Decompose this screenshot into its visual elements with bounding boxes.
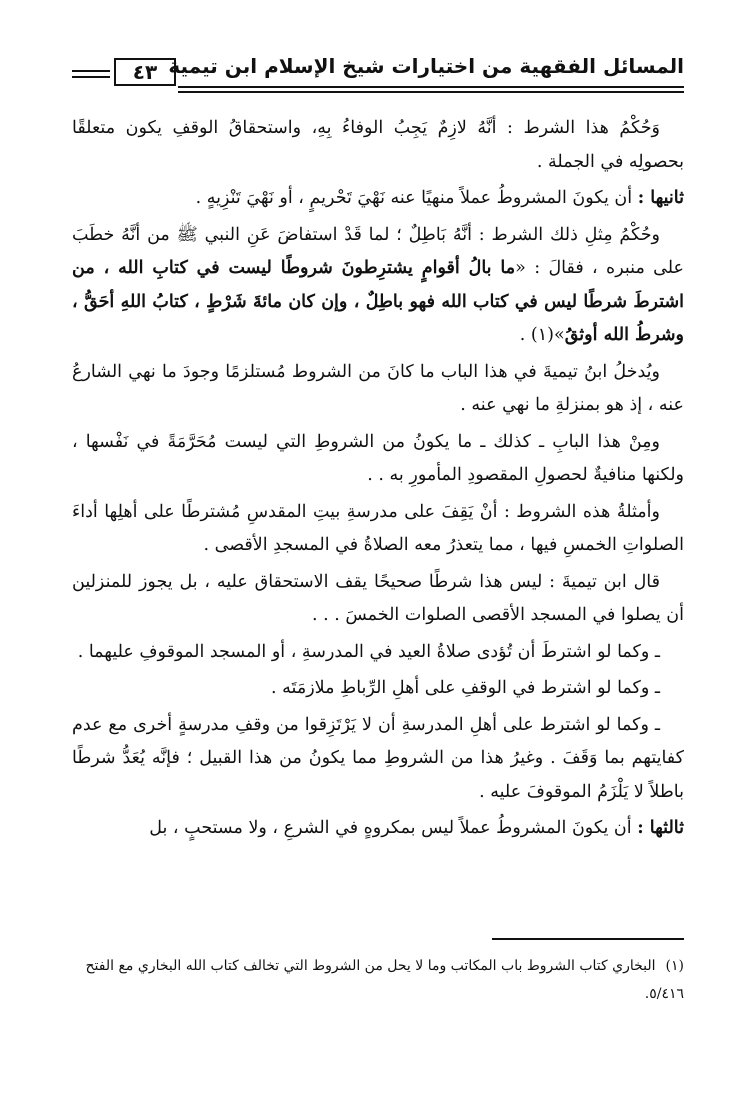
paragraph-text: أن يكونَ المشروطُ عملاً ليس بمكروهٍ في الشرعِ ، ولا مستحبٍ ، بل — [149, 818, 638, 838]
hadith-quote: ما بالُ أقوامٍ يشترِطونَ شروطًا ليست في كتابِ الله ، من اشترطَ شرطًا ليس في كتاب الله فهو باطِلٌ ، وإن كان مائةَ شَرْطٍ ، كتابُ اللهِ أحَقُّ ، وشرطُ الله أوثقُ — [72, 258, 684, 345]
paragraph-text: ـ وكما لو اشترطَ أن تُؤدى صلاةُ العيد في المدرسةِ ، أو المسجد الموقوفِ عليهما . — [77, 641, 660, 662]
paragraph — [72, 636, 684, 670]
running-title: المسائل الفقهية من اختيارات شيخ الإسلام ابن تيمية — [168, 54, 684, 78]
paragraph — [72, 672, 684, 706]
paragraph — [72, 709, 684, 810]
paragraph — [72, 112, 684, 179]
paragraph — [72, 219, 684, 353]
footnote-rule — [492, 938, 684, 940]
paragraph-text: ومِنْ هذا البابِ ـ كذلك ـ ما يكونُ من الشروطِ التي ليست مُحَرَّمَةً في نَفْسها ، ولكنها منافيةٌ لحصولِ المقصودِ المأمورِ به . . — [72, 431, 684, 485]
footnote-number: (١) — [665, 958, 684, 974]
paragraph — [72, 356, 684, 423]
paragraph-text: أن يكونَ المشروطُ عملاً منهيًا عنه نَهْيَ تَحْريمٍ ، أو نَهْيَ تَنْزِيهٍ . — [195, 188, 638, 208]
footnote — [72, 952, 684, 1008]
page-number: ٤٣ — [114, 58, 176, 86]
paragraph-text: وأمثلةُ هذه الشروط : أنْ يَقِفَ على مدرسةِ بيتِ المقدسِ مُشترطًا على أهلِها أداءَ الصلواتِ الخمسِ فيها ، مما يتعذرُ معه الصلاةُ في المسجدِ الأقصى . — [72, 501, 684, 555]
paragraph — [72, 812, 684, 846]
paragraph — [72, 496, 684, 563]
paragraph — [72, 426, 684, 493]
header-rule — [72, 70, 110, 72]
paragraph-text: »(١) . — [519, 325, 565, 345]
paragraph-text: وَحُكْمُ هذا الشرط : أنَّهُ لازِمٌ يَجِبُ الوفاءُ بِهِ، واستحقاقُ الوقفِ يكون متعلقًا بحصولِه في الجملة . — [72, 118, 684, 172]
paragraph — [72, 182, 684, 216]
footnote-text: البخاري كتاب الشروط باب المكاتب وما لا يحل من الشروط التي تخالف كتاب الله البخاري مع الفتح ٥/٤١٦. — [85, 958, 684, 1002]
running-header — [72, 52, 684, 94]
paragraph — [72, 566, 684, 633]
paragraph-text: وحُكْمُ مِثلِ ذلك الشرط : أنَّهُ بَاطِلٌ ؛ لما قَدْ استفاضَ عَنِ النبي ﷺ من أنَّهُ خطَبَ على منبره ، فقالَ : « — [72, 224, 684, 278]
paragraph-text: ـ وكما لو اشترط على أهلِ المدرسةِ أن لا يَرْتَزِقوا من وقفِ مدرسةٍ أخرى مع عدم كفايتهم بما وَقَفَ . وغيرُ هذا من الشروطِ مما يكونُ من هذا القبيل ؛ فإنَّه يُعَدُّ شرطًا باطلاً لا يَلْزَمُ الموقوفَ عليه . — [72, 714, 684, 802]
header-rule — [72, 76, 110, 78]
main-text — [72, 112, 684, 849]
section-label: ثانيها : — [637, 188, 684, 208]
header-rule — [178, 91, 684, 93]
section-label: ثالثها : — [637, 818, 684, 838]
paragraph-text: ـ وكما لو اشترط في الوقفِ على أهلِ الرِّباطِ ملازمَتَه . — [271, 678, 660, 698]
header-rule — [178, 86, 684, 88]
paragraph-text: قال ابن تيميةَ : ليس هذا شرطًا صحيحًا يقف الاستحقاق عليه ، بل يجوز للمنزلين أن يصلوا في المسجد الأقصى الصلوات الخمسَ . . . — [72, 571, 684, 625]
paragraph-text: ويُدخلُ ابنُ تيميةَ في هذا الباب ما كانَ من الشروط مُستلزمًا وجودَ ما نهي الشارعُ عنه ، إذ هو بمنزلةِ ما نهي عنه . — [72, 361, 684, 415]
